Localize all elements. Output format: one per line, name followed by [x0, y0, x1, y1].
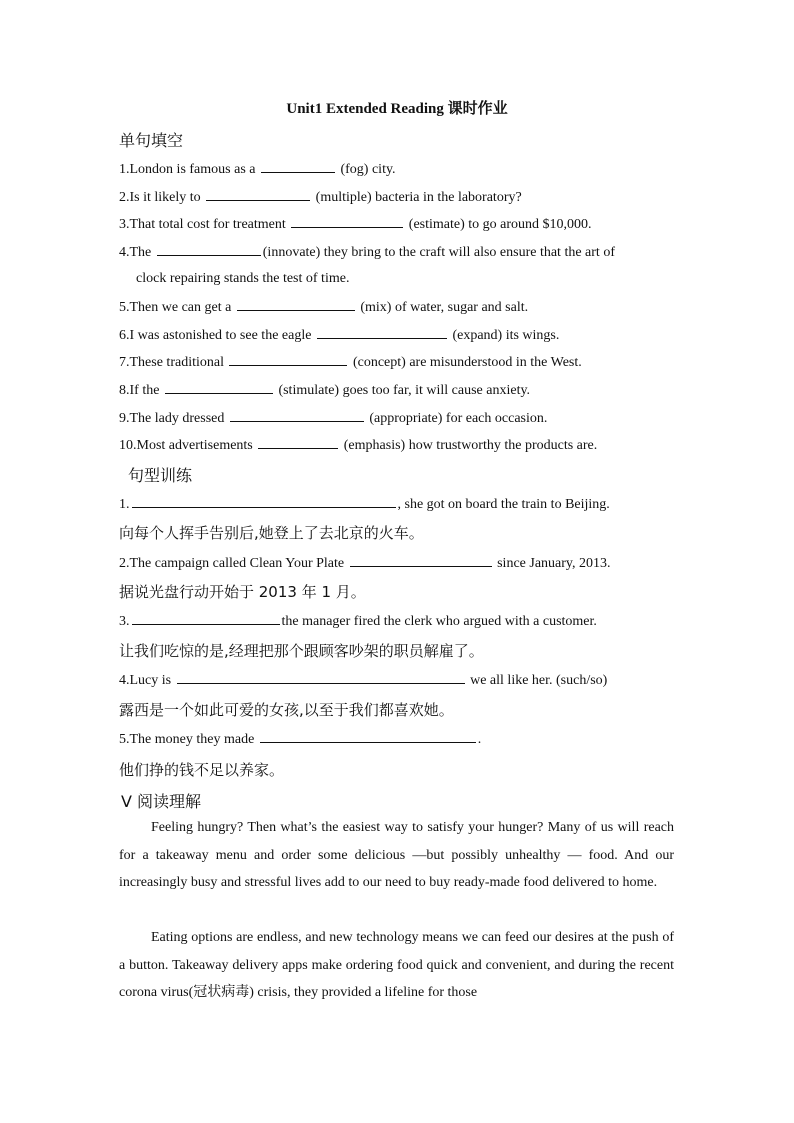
answer-blank[interactable] — [229, 353, 347, 366]
exercise-item-4: 4.The (innovate) they bring to the craft will also ensure that the art of — [119, 245, 615, 260]
answer-blank[interactable] — [165, 381, 273, 394]
answer-blank[interactable] — [206, 188, 310, 201]
answer-blank[interactable] — [350, 554, 492, 567]
exercise-item-8: 8.If the (stimulate) goes too far, it will cause anxiety. — [119, 383, 531, 398]
answer-blank[interactable] — [157, 243, 261, 256]
answer-blank[interactable] — [132, 612, 280, 625]
answer-blank[interactable] — [261, 160, 335, 173]
page-title: Unit1 Extended Reading 课时作业 — [286, 101, 508, 117]
answer-blank[interactable] — [230, 409, 364, 422]
exercise-item-10: 10.Most advertisements (emphasis) how trustworthy the products are. — [119, 438, 598, 453]
answer-blank[interactable] — [258, 436, 338, 449]
exercise-item-2: 2.Is it likely to (multiple) bacteria in the laboratory? — [119, 190, 522, 205]
answer-blank[interactable] — [260, 730, 476, 743]
answer-blank[interactable] — [317, 326, 447, 339]
answer-blank[interactable] — [237, 298, 355, 311]
exercise-item-7: 7.These traditional (concept) are misunderstood in the West. — [119, 355, 582, 370]
sentence-item-4: 4.Lucy is we all like her. (such/so) — [119, 673, 608, 688]
sentence-item-5-translation: 他们挣的钱不足以养家。 — [119, 761, 285, 779]
sentence-item-3-translation: 让我们吃惊的是,经理把那个跟顾客吵架的职员解雇了。 — [119, 642, 484, 660]
sentence-item-1: 1. , she got on board the train to Beijing. — [119, 497, 610, 512]
exercise-item-9: 9.The lady dressed (appropriate) for each occasion. — [119, 411, 548, 426]
reading-paragraph-2: Eating options are endless, and new technology means we can feed our desires at the push of a button. Takeaway delivery apps make ordering food quick and convenient, and during the recent corona virus(冠状病毒) crisis, they provided a lifeline for those — [119, 930, 674, 1001]
exercise-item-3: 3.That total cost for treatment (estimate) to go around $10,000. — [119, 217, 592, 232]
sentence-item-3: 3. the manager fired the clerk who argued with a customer. — [119, 614, 597, 629]
exercise-item-5: 5.Then we can get a (mix) of water, sugar and salt. — [119, 300, 529, 315]
exercise-item-6: 6.I was astonished to see the eagle (expand) its wings. — [119, 328, 560, 343]
section-heading-reading: Ⅴ 阅读理解 — [121, 792, 202, 811]
sentence-item-2: 2.The campaign called Clean Your Plate since January, 2013. — [119, 556, 611, 571]
sentence-item-1-translation: 向每个人挥手告别后,她登上了去北京的火车。 — [119, 524, 424, 542]
exercise-item-4-continued: clock repairing stands the test of time. — [136, 271, 350, 286]
sentence-item-4-translation: 露西是一个如此可爱的女孩,以至于我们都喜欢她。 — [119, 701, 454, 719]
section-heading-sentence-practice: 句型训练 — [128, 466, 193, 485]
sentence-item-2-translation: 据说光盘行动开始于 2013 年 1 月。 — [119, 583, 366, 601]
sentence-item-5: 5.The money they made . — [119, 732, 482, 747]
answer-blank[interactable] — [132, 495, 396, 508]
answer-blank[interactable] — [291, 215, 403, 228]
exercise-item-1: 1.London is famous as a (fog) city. — [119, 162, 396, 177]
section-heading-fill-in: 单句填空 — [119, 131, 184, 150]
reading-paragraph-1: Feeling hungry? Then what’s the easiest way to satisfy your hunger? Many of us will reach for a takeaway menu and order some delicious —but possibly unhealthy — food. And our increasingly busy and stressful lives add to our need to buy ready-made food delivered to home. — [119, 820, 674, 891]
answer-blank[interactable] — [177, 671, 465, 684]
